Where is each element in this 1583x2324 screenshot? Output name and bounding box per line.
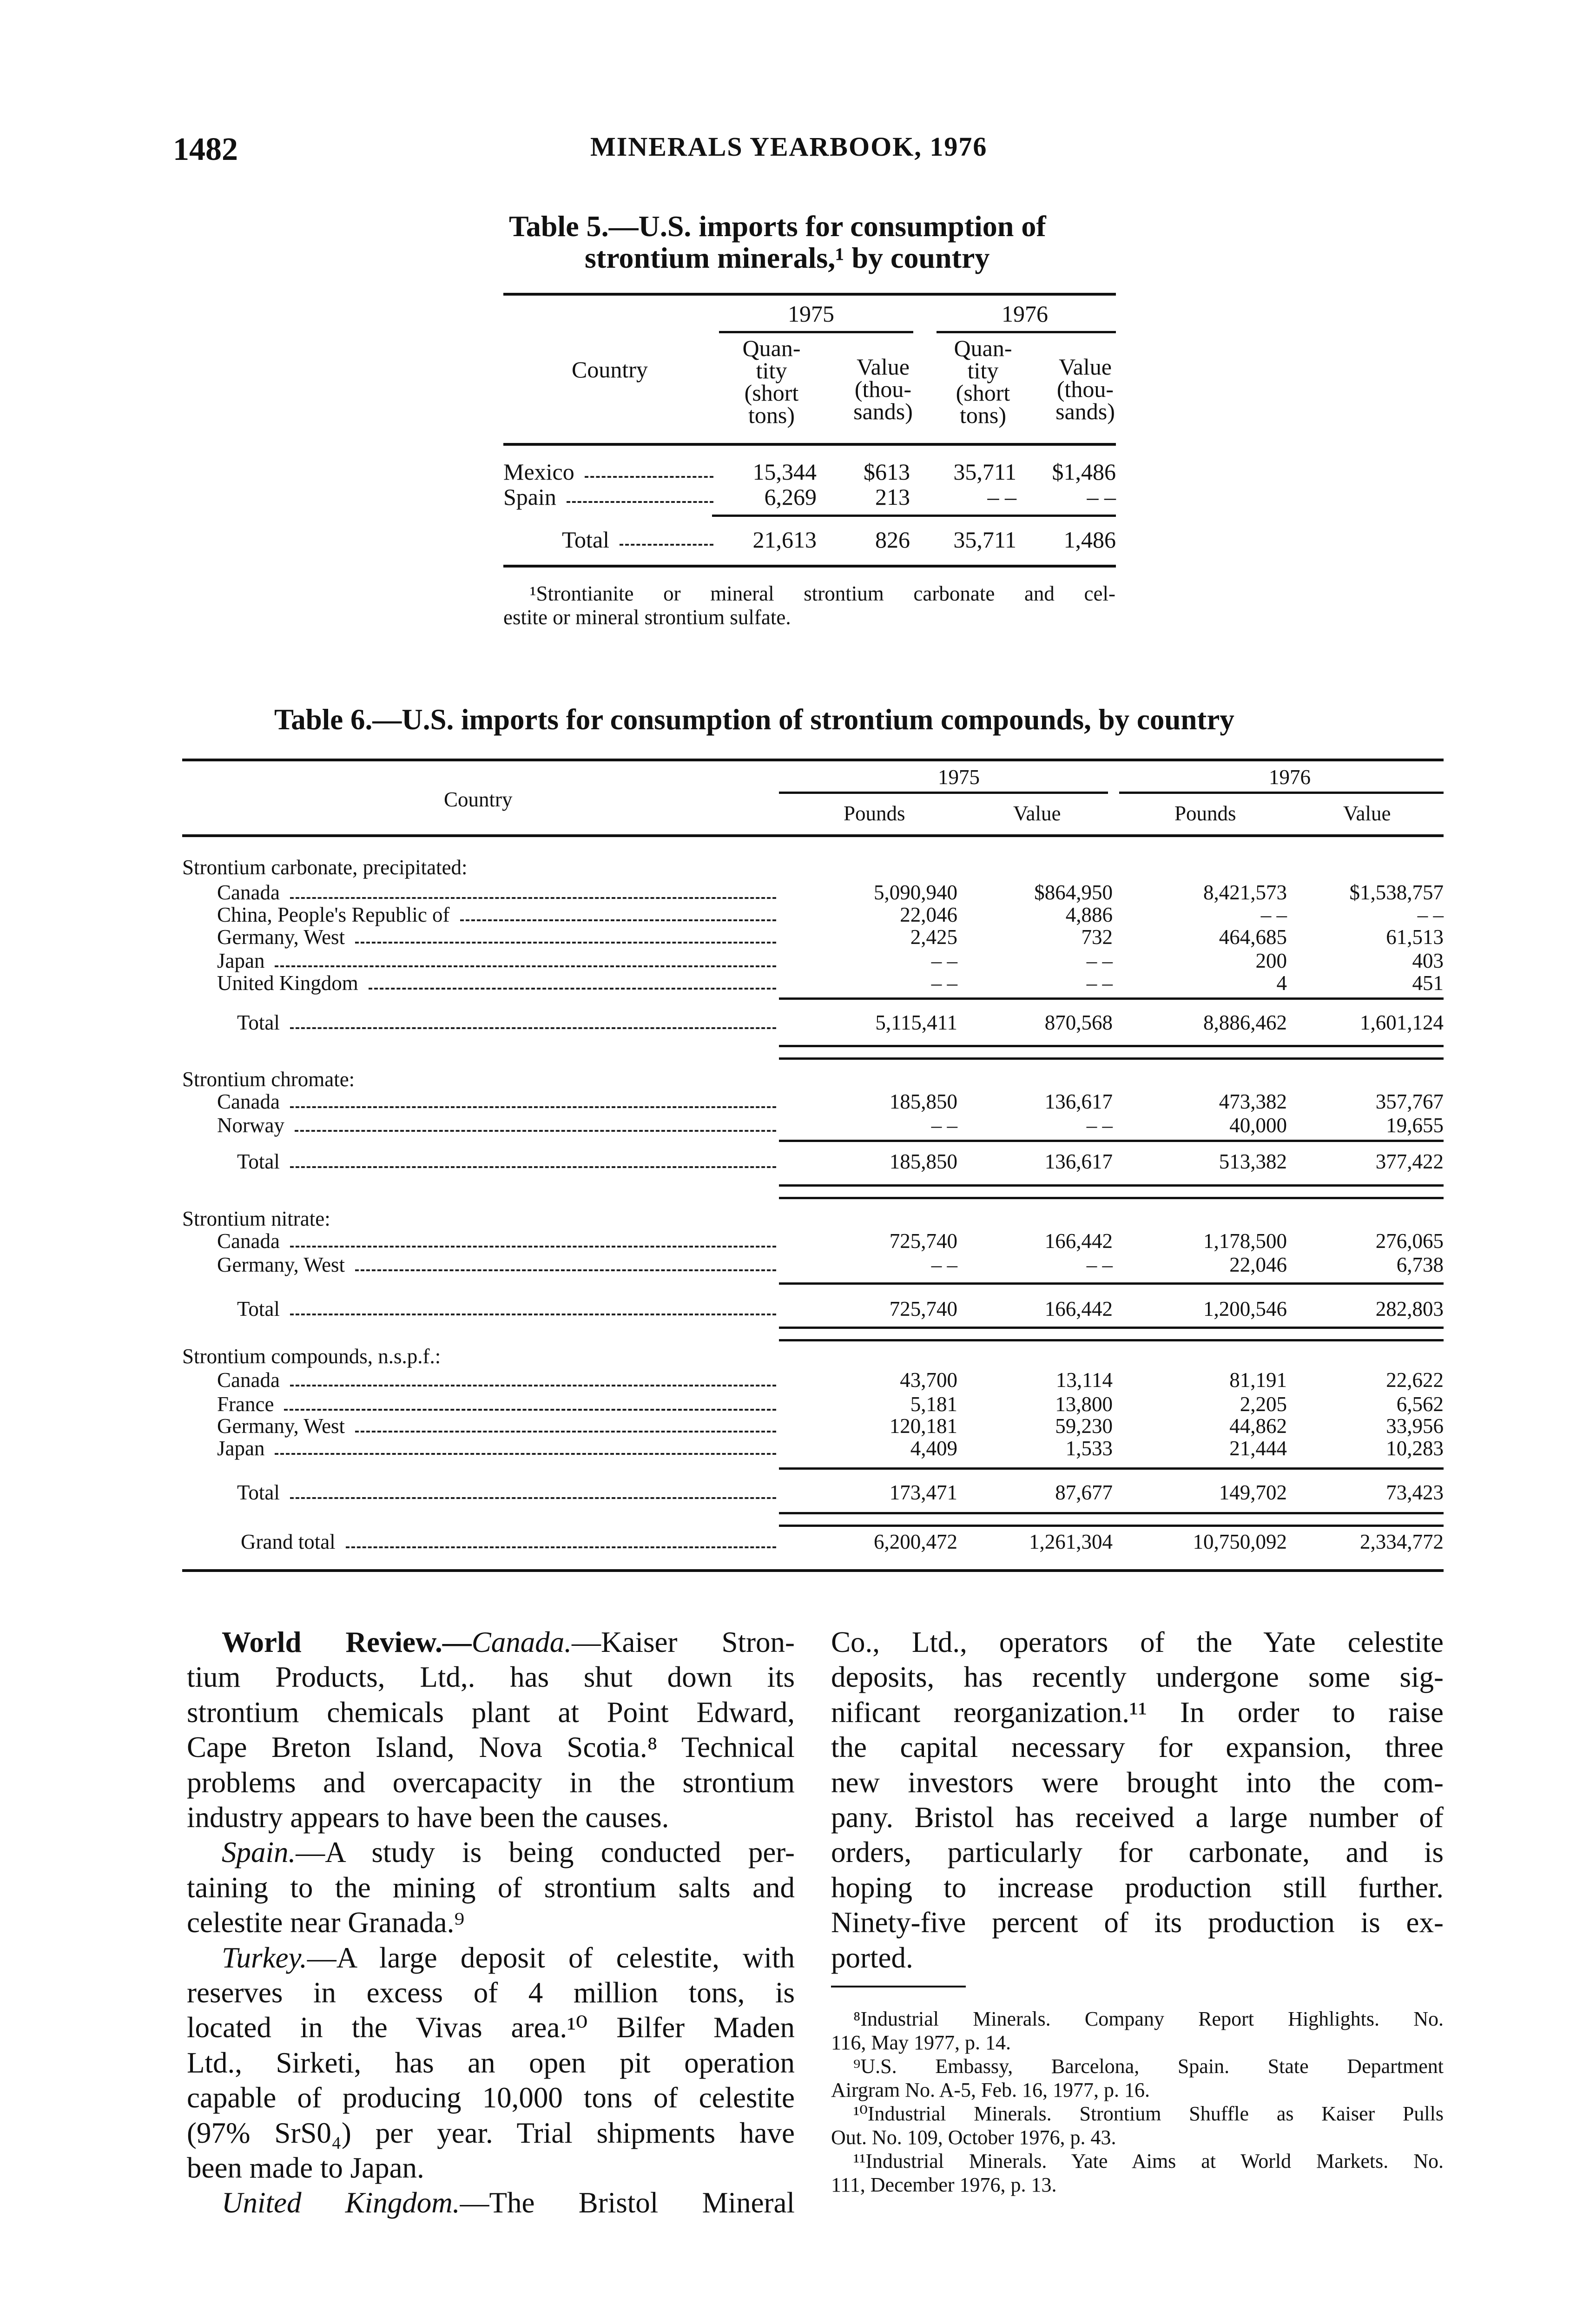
table-cell: 166,442 [1044, 1229, 1113, 1253]
table-cell: 185,850 [889, 1090, 957, 1113]
section-heading: Strontium compounds, n.s.p.f.: [182, 1345, 441, 1368]
dot-leader [290, 1385, 776, 1386]
row-label [217, 925, 776, 949]
dot-leader [284, 1409, 776, 1411]
table-cell: 21,444 [1229, 1437, 1287, 1460]
table-5-title: Table 5.—U.S. imports for consumption of [509, 210, 1046, 243]
table-cell: 5,090,940 [874, 881, 957, 904]
table-rule [779, 1327, 1444, 1329]
table-cell: 166,442 [1044, 1297, 1113, 1320]
table-cell: 200 [1255, 949, 1287, 972]
table-cell: 33,956 [1386, 1414, 1444, 1438]
table-cell: 10,750,092 [1193, 1530, 1287, 1553]
column-header: Value (thou- sands) [853, 354, 913, 424]
table-rule [712, 515, 1116, 517]
text-line: 111, December 1976, p. 13. [831, 2173, 1057, 2196]
text-segment: —A study is being conducted per- [296, 1836, 795, 1869]
table-cell: 377,422 [1375, 1150, 1444, 1173]
table-cell: 13,114 [1055, 1368, 1113, 1392]
text-line: Ninety-five percent of its production is ex- [831, 1906, 1444, 1939]
label-text: France [217, 1393, 274, 1416]
table-cell: 473,382 [1219, 1090, 1287, 1113]
table-cell: 120,181 [889, 1414, 957, 1438]
table-cell: 10,283 [1386, 1437, 1444, 1460]
dot-leader [275, 1453, 776, 1455]
table-cell: 81,191 [1229, 1368, 1287, 1392]
text-line: Co., Ltd., operators of the Yate celestite [831, 1626, 1444, 1658]
table-cell: 173,471 [889, 1481, 957, 1504]
table-cell: 136,617 [1044, 1090, 1113, 1113]
table-rule [779, 1525, 1444, 1527]
table-cell: 357,767 [1375, 1090, 1444, 1113]
label-text: Mexico [503, 459, 574, 485]
table-rule [779, 1467, 1444, 1470]
table-cell: 22,046 [900, 903, 957, 926]
table-5-footnote: estite or mineral strontium sulfate. [503, 606, 791, 629]
country-header: Country [444, 788, 513, 811]
table-cell: 21,613 [752, 527, 817, 553]
label-text: Total [562, 527, 610, 553]
table-cell: 40,000 [1229, 1114, 1287, 1137]
dot-leader [290, 1166, 776, 1168]
row-label [217, 1368, 776, 1392]
table-cell: 136,617 [1044, 1150, 1113, 1173]
column-header: Value [1013, 802, 1061, 825]
table-cell: 185,850 [889, 1150, 957, 1173]
label-text: Total [237, 1150, 280, 1173]
text-line [222, 1624, 795, 1660]
text-line: capable of producing 10,000 tons of celestite [187, 2081, 795, 2114]
table-cell: 8,421,573 [1203, 881, 1287, 904]
table-cell: 403 [1412, 949, 1444, 972]
table-rule [779, 1184, 1444, 1187]
text-line [222, 2185, 795, 2220]
text-line: Out. No. 109, October 1976, p. 43. [831, 2126, 1116, 2149]
table-cell: – – [1087, 484, 1116, 510]
text-line: problems and overcapacity in the strontium [187, 1766, 795, 1799]
page-number: 1482 [173, 132, 238, 167]
label-text: Total [237, 1481, 280, 1504]
table-cell: 149,702 [1219, 1481, 1287, 1504]
row-label [217, 1392, 776, 1416]
table-cell: 2,205 [1240, 1393, 1287, 1416]
row-label [237, 1297, 776, 1321]
running-title: MINERALS YEARBOOK, 1976 [590, 132, 988, 162]
text-line: ⁹U.S. Embassy, Barcelona, Spain. State Department [853, 2055, 1444, 2078]
text-segment: United Kingdom. [222, 2186, 460, 2219]
table-cell: 2,334,772 [1360, 1530, 1444, 1553]
table-cell: 6,200,472 [874, 1530, 957, 1553]
table-cell: 15,344 [752, 459, 817, 485]
text-line: industry appears to have been the causes. [187, 1801, 669, 1834]
text-line: strontium chemicals plant at Point Edward, [187, 1696, 795, 1729]
table-cell: 35,711 [953, 527, 1016, 553]
section-heading: Strontium nitrate: [182, 1207, 330, 1230]
table-rule [503, 565, 1116, 568]
row-label [217, 1436, 776, 1460]
text-line: ¹¹Industrial Minerals. Yate Aims at World Markets. No. [853, 2150, 1444, 2172]
label-text: Canada [217, 881, 280, 904]
row-label [241, 1530, 776, 1554]
table-cell: 4 [1276, 971, 1287, 995]
row-label [237, 1480, 776, 1505]
label-text: United Kingdom [217, 971, 358, 995]
table-cell: – – [931, 1114, 957, 1137]
table-cell: 4,886 [1065, 903, 1113, 926]
text-line [222, 1940, 795, 1975]
text-line [222, 1835, 795, 1870]
table-cell: $613 [864, 459, 910, 485]
text-line: Cape Breton Island, Nova Scotia.⁸ Technical [187, 1731, 795, 1764]
text-line: 116, May 1977, p. 14. [831, 2031, 1011, 2054]
table-cell: 6,562 [1396, 1393, 1444, 1416]
table-cell: 213 [875, 484, 910, 510]
table-rule [779, 1339, 1444, 1341]
dot-leader [355, 1269, 776, 1271]
row-label [237, 1010, 776, 1035]
dot-leader [290, 1027, 776, 1029]
column-header: Quan- tity (short tons) [954, 335, 1012, 428]
table-rule [182, 834, 1444, 837]
table-cell: 44,862 [1229, 1414, 1287, 1438]
dot-leader [355, 1431, 776, 1433]
table-cell: – – [931, 949, 957, 972]
text-line: Airgram No. A-5, Feb. 16, 1977, p. 16. [831, 2079, 1150, 2101]
column-header: Pounds [844, 802, 905, 825]
table-cell: – – [1260, 903, 1287, 926]
label-text: Total [237, 1011, 280, 1034]
label-text: Japan [217, 949, 265, 972]
table-cell: 732 [1081, 925, 1113, 949]
column-header: Value [1343, 802, 1391, 825]
table-cell: 1,261,304 [1029, 1530, 1113, 1553]
text-line: ¹⁰Industrial Minerals. Strontium Shuffle as Kaiser Pulls [853, 2102, 1444, 2125]
table-cell: $1,538,757 [1349, 881, 1444, 904]
table-cell: 1,178,500 [1203, 1229, 1287, 1253]
text-segment: Canada. [471, 1626, 572, 1658]
text-line: ⁸Industrial Minerals. Company Report Highlights. No. [853, 2007, 1444, 2030]
table-cell: 35,711 [953, 459, 1016, 485]
table-rule [182, 759, 1444, 761]
label-text: Grand total [241, 1530, 336, 1553]
table-rule [779, 1057, 1444, 1060]
text-line: tium Products, Ltd,. has shut down its [187, 1661, 795, 1694]
label-text: Canada [217, 1090, 280, 1113]
table-cell: 451 [1412, 971, 1444, 995]
text-line: the capital necessary for expansion, three [831, 1731, 1444, 1764]
row-label [217, 1253, 776, 1277]
label-text: Germany, West [217, 1414, 345, 1438]
table-cell: – – [1086, 1114, 1113, 1137]
row-label [237, 1149, 776, 1174]
dot-leader [355, 942, 776, 944]
text-segment: World Review.— [222, 1626, 472, 1658]
table-rule [503, 293, 1116, 296]
table-rule [937, 331, 1116, 333]
label-text: China, People's Republic of [217, 903, 450, 926]
column-header: Quan- tity (short tons) [742, 335, 801, 428]
table-rule [779, 1282, 1444, 1285]
row-label [217, 1089, 776, 1114]
section-heading: Strontium carbonate, precipitated: [182, 856, 468, 879]
table-cell: 1,601,124 [1360, 1011, 1444, 1034]
table-rule [779, 1197, 1444, 1199]
table-cell: 826 [875, 527, 910, 553]
year-1976-header: 1976 [1269, 766, 1311, 789]
table-cell: – – [1086, 971, 1113, 995]
table-cell: $864,950 [1034, 881, 1113, 904]
table-cell: 5,115,411 [875, 1011, 957, 1034]
row-label [217, 1414, 776, 1438]
row-label [217, 971, 776, 995]
text-line: ported. [831, 1941, 913, 1974]
table-rule [1119, 792, 1444, 794]
dot-leader [290, 1106, 776, 1108]
text-segment: Turkey. [222, 1941, 307, 1974]
table-cell: – – [1086, 1253, 1113, 1276]
text-segment: —The Bristol Mineral [460, 2186, 795, 2219]
row-label [217, 1229, 776, 1253]
label-text: Canada [217, 1229, 280, 1253]
label-text: Norway [217, 1114, 284, 1137]
table-cell: – – [987, 484, 1016, 510]
label-text: Spain [503, 484, 556, 510]
text-line: taining to the mining of strontium salts and [187, 1871, 795, 1904]
table-cell: 19,655 [1386, 1114, 1444, 1137]
table-6-title: Table 6.—U.S. imports for consumption of strontium compounds, by country [274, 703, 1234, 736]
table-cell: 61,513 [1386, 925, 1444, 949]
dot-leader [567, 501, 713, 503]
dot-leader [295, 1130, 776, 1132]
text-line: Ltd., Sirketi, has an open pit operation [187, 2046, 795, 2079]
text-line: nificant reorganization.¹¹ In order to raise [831, 1696, 1444, 1729]
country-header: Country [572, 357, 648, 383]
table-cell: 43,700 [900, 1368, 957, 1392]
section-heading: Strontium chromate: [182, 1068, 355, 1091]
table-cell: 22,046 [1229, 1253, 1287, 1276]
country-label [503, 485, 713, 508]
text-segment: —A large deposit of celestite, with [307, 1941, 795, 1974]
dot-leader [290, 1246, 776, 1248]
footnote-separator [831, 1986, 966, 1987]
year-1975-header: 1975 [788, 301, 834, 327]
text-line: located in the Vivas area.¹⁰ Bilfer Maden [187, 2011, 795, 2044]
label-text: Total [237, 1297, 280, 1320]
country-label [503, 460, 713, 483]
table-cell: 2,425 [910, 925, 957, 949]
table-rule [719, 331, 913, 333]
table-cell: 725,740 [889, 1229, 957, 1253]
year-1976-header: 1976 [1002, 301, 1048, 327]
table-cell: 725,740 [889, 1297, 957, 1320]
dot-leader [275, 965, 776, 967]
table-cell: – – [1086, 949, 1113, 972]
table-cell: 13,800 [1055, 1393, 1113, 1416]
text-line: hoping to increase production still further. [831, 1871, 1444, 1904]
row-label [217, 1113, 776, 1137]
table-rule [779, 1140, 1444, 1142]
label-text: Germany, West [217, 1253, 345, 1276]
text-line: been made to Japan. [187, 2152, 424, 2184]
table-cell: 73,423 [1386, 1481, 1444, 1504]
row-label [217, 949, 776, 973]
text-segment: Spain. [222, 1836, 296, 1869]
table-cell: 87,677 [1055, 1481, 1113, 1504]
dot-leader [290, 1497, 776, 1499]
table-cell: 513,382 [1219, 1150, 1287, 1173]
total-row-label [562, 528, 713, 551]
table-cell: 1,200,546 [1203, 1297, 1287, 1320]
table-cell: 4,409 [910, 1437, 957, 1460]
dot-leader [460, 919, 776, 921]
table-cell: 6,269 [764, 484, 817, 510]
table-rule [779, 1512, 1444, 1514]
table-cell: 6,738 [1396, 1253, 1444, 1276]
table-cell: – – [931, 971, 957, 995]
table-cell: – – [931, 1253, 957, 1276]
row-label [217, 903, 776, 927]
dot-leader [346, 1546, 776, 1548]
dot-leader [369, 988, 776, 990]
dot-leader [290, 1314, 776, 1315]
text-line: new investors were brought into the com- [831, 1766, 1444, 1799]
table-rule [182, 1569, 1444, 1572]
year-1975-header: 1975 [938, 766, 980, 789]
row-label [217, 880, 776, 905]
text-line: reserves in excess of 4 million tons, is [187, 1976, 795, 2009]
text-line: celestite near Granada.⁹ [187, 1906, 465, 1939]
text-segment: —Kaiser Stron- [572, 1626, 795, 1658]
text-line: orders, particularly for carbonate, and is [831, 1836, 1444, 1869]
table-cell: $1,486 [1052, 459, 1116, 485]
table-rule [503, 443, 1116, 446]
table-rule [779, 997, 1444, 1000]
column-header: Value (thou- sands) [1055, 354, 1115, 424]
text-line: (97% SrS0₄) per year. Trial shipments have [187, 2116, 795, 2149]
label-text: Germany, West [217, 925, 345, 949]
table-cell: 5,181 [910, 1393, 957, 1416]
table-5-title: strontium minerals,¹ by country [585, 241, 990, 274]
text-line: pany. Bristol has received a large number of [831, 1801, 1444, 1834]
table-cell: 282,803 [1375, 1297, 1444, 1320]
table-cell: 276,065 [1375, 1229, 1444, 1253]
text-line: deposits, has recently undergone some sig- [831, 1661, 1444, 1694]
dot-leader [585, 476, 713, 478]
column-header: Pounds [1174, 802, 1236, 825]
table-cell: 22,622 [1386, 1368, 1444, 1392]
label-text: Canada [217, 1368, 280, 1392]
table-5-footnote: ¹Strontianite or mineral strontium carbonate and cel- [530, 582, 1115, 605]
table-cell: 870,568 [1044, 1011, 1113, 1034]
table-cell: – – [1417, 903, 1444, 926]
label-text: Japan [217, 1437, 265, 1460]
table-cell: 464,685 [1219, 925, 1287, 949]
table-rule [779, 1045, 1444, 1047]
table-cell: 8,886,462 [1203, 1011, 1287, 1034]
table-cell: 1,486 [1063, 527, 1116, 553]
table-cell: 1,533 [1065, 1437, 1113, 1460]
table-cell: 59,230 [1055, 1414, 1113, 1438]
dot-leader [290, 897, 776, 899]
table-rule [779, 792, 1108, 794]
